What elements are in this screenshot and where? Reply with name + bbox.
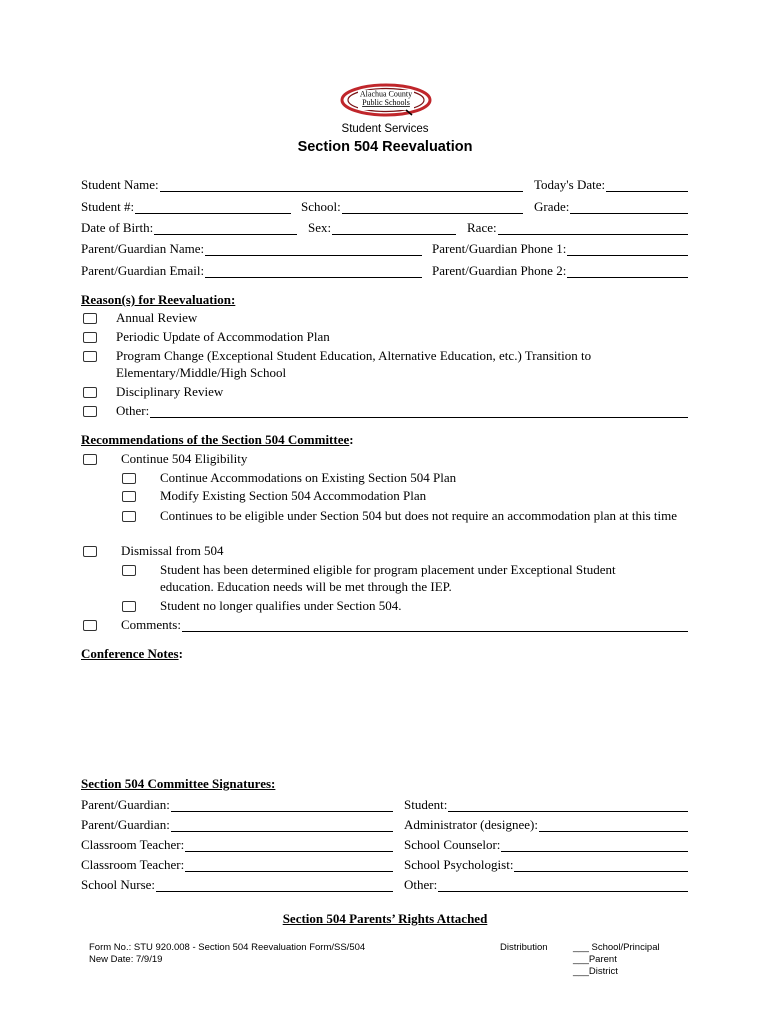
conference-notes-area[interactable] [81,668,688,768]
distribution-label: Distribution [500,942,548,953]
conference-notes-heading-colon: : [178,646,183,661]
sig-label: Parent/Guardian: [81,797,170,812]
recommendations-heading [81,432,354,448]
disciplinary-review-label: Disciplinary Review [116,384,224,399]
sig-classroom-teacher-2[interactable] [81,857,393,872]
distribution-district: ___District [573,966,618,977]
program-change-checkbox[interactable] [83,351,97,362]
signatures-heading: Section 504 Committee Signatures: [81,776,276,791]
dob-label: Date of Birth: [81,220,154,235]
student-number-field[interactable] [81,199,291,214]
sig-label: Administrator (designee): [404,817,538,832]
distribution-list [573,942,660,978]
parent-name-field[interactable] [81,241,422,256]
new-date: New Date: 7/9/19 [89,954,163,965]
sig-parent-guardian-2[interactable] [81,817,393,832]
student-name-label: Student Name: [81,177,159,192]
sig-school-counselor[interactable] [404,837,688,852]
conference-notes-heading-text: Conference Notes [81,646,179,661]
comments-label: Comments: [121,617,181,632]
distribution-parent: ___Parent [573,954,617,965]
sig-student[interactable] [404,797,688,812]
parent-email-field[interactable] [81,263,422,278]
parent-name-label: Parent/Guardian Name: [81,241,205,256]
eligible-no-plan-label: Continues to be eligible under Section 504 but does not require an accommodation plan at this time [160,508,677,523]
sig-school-nurse[interactable] [81,877,393,892]
sig-parent-guardian-1[interactable] [81,797,393,812]
sig-school-psychologist[interactable] [404,857,688,872]
eligible-no-plan-checkbox[interactable] [122,511,136,522]
page-title: Section 504 Reevaluation [297,139,473,155]
periodic-update-checkbox[interactable] [83,332,97,343]
sig-label: Other: [404,877,438,892]
recommendations-heading-colon: : [349,432,354,447]
modify-plan-label: Modify Existing Section 504 Accommodation Plan [160,488,427,503]
disciplinary-review-checkbox[interactable] [83,387,97,398]
school-label: School: [301,199,341,214]
other-reason-label: Other: [116,403,150,418]
continue-eligibility-label: Continue 504 Eligibility [121,451,248,466]
student-name-field[interactable] [81,177,523,192]
sig-administrator[interactable] [404,817,688,832]
sig-classroom-teacher-1[interactable] [81,837,393,852]
parents-rights-attached: Section 504 Parents’ Rights Attached [282,911,488,926]
sig-label: Classroom Teacher: [81,837,185,852]
annual-review-checkbox[interactable] [83,313,97,324]
todays-date-field[interactable] [534,177,688,192]
recommendations-heading-text: Recommendations of the Section 504 Committee [81,432,350,447]
parent-phone1-field[interactable] [432,241,688,256]
school-district-logo [340,82,432,118]
sex-label: Sex: [308,220,332,235]
school-field[interactable] [301,199,523,214]
department-name: Student Services [341,123,429,135]
todays-date-label: Today's Date: [534,177,606,192]
race-label: Race: [467,220,497,235]
sig-label: School Counselor: [404,837,501,852]
sig-label: Parent/Guardian: [81,817,170,832]
annual-review-label: Annual Review [116,310,198,325]
sig-label: Classroom Teacher: [81,857,185,872]
dismissal-checkbox[interactable] [83,546,97,557]
race-field[interactable] [467,220,688,235]
footer-form-info [89,942,365,966]
student-number-label: Student #: [81,199,135,214]
sig-label: School Psychologist: [404,857,514,872]
modify-plan-checkbox[interactable] [122,491,136,502]
logo-line1: Alachua County [359,89,413,99]
no-longer-qualifies-checkbox[interactable] [122,601,136,612]
continue-accommodations-checkbox[interactable] [122,473,136,484]
comments-checkbox[interactable] [83,620,97,631]
reasons-heading: Reason(s) for Reevaluation: [81,292,236,307]
conference-notes-heading [81,646,183,662]
no-longer-qualifies-label: Student no longer qualifies under Section 504. [160,598,402,613]
eligible-ese-checkbox[interactable] [122,565,136,576]
comments-field[interactable] [121,617,688,632]
periodic-update-label: Periodic Update of Accommodation Plan [116,329,330,344]
sig-other[interactable] [404,877,688,892]
parent-email-label: Parent/Guardian Email: [81,263,205,278]
parent-phone2-label: Parent/Guardian Phone 2: [432,263,567,278]
parent-phone2-field[interactable] [432,263,688,278]
continue-eligibility-checkbox[interactable] [83,454,97,465]
dismissal-label: Dismissal from 504 [121,543,224,558]
sig-label: School Nurse: [81,877,156,892]
program-change-label: Program Change (Exceptional Student Education, Alternative Education, etc.) Transition to Elementary/Middle/High School [116,348,592,380]
grade-label: Grade: [534,199,570,214]
grade-field[interactable] [534,199,688,214]
form-number: Form No.: STU 920.008 - Section 504 Reevaluation Form/SS/504 [89,942,366,953]
other-reason-checkbox[interactable] [83,406,97,417]
sig-label: Student: [404,797,448,812]
sex-field[interactable] [308,220,456,235]
other-reason-field[interactable] [116,403,688,418]
date-of-birth-field[interactable] [81,220,297,235]
distribution-school: ___ School/Principal [573,942,660,953]
parent-phone1-label: Parent/Guardian Phone 1: [432,241,567,256]
logo-line2: Public Schools [362,98,410,107]
continue-accommodations-label: Continue Accommodations on Existing Section 504 Plan [160,470,457,485]
eligible-ese-label: Student has been determined eligible for program placement under Exceptional Student education. Education needs will be met through the IEP. [160,562,616,594]
